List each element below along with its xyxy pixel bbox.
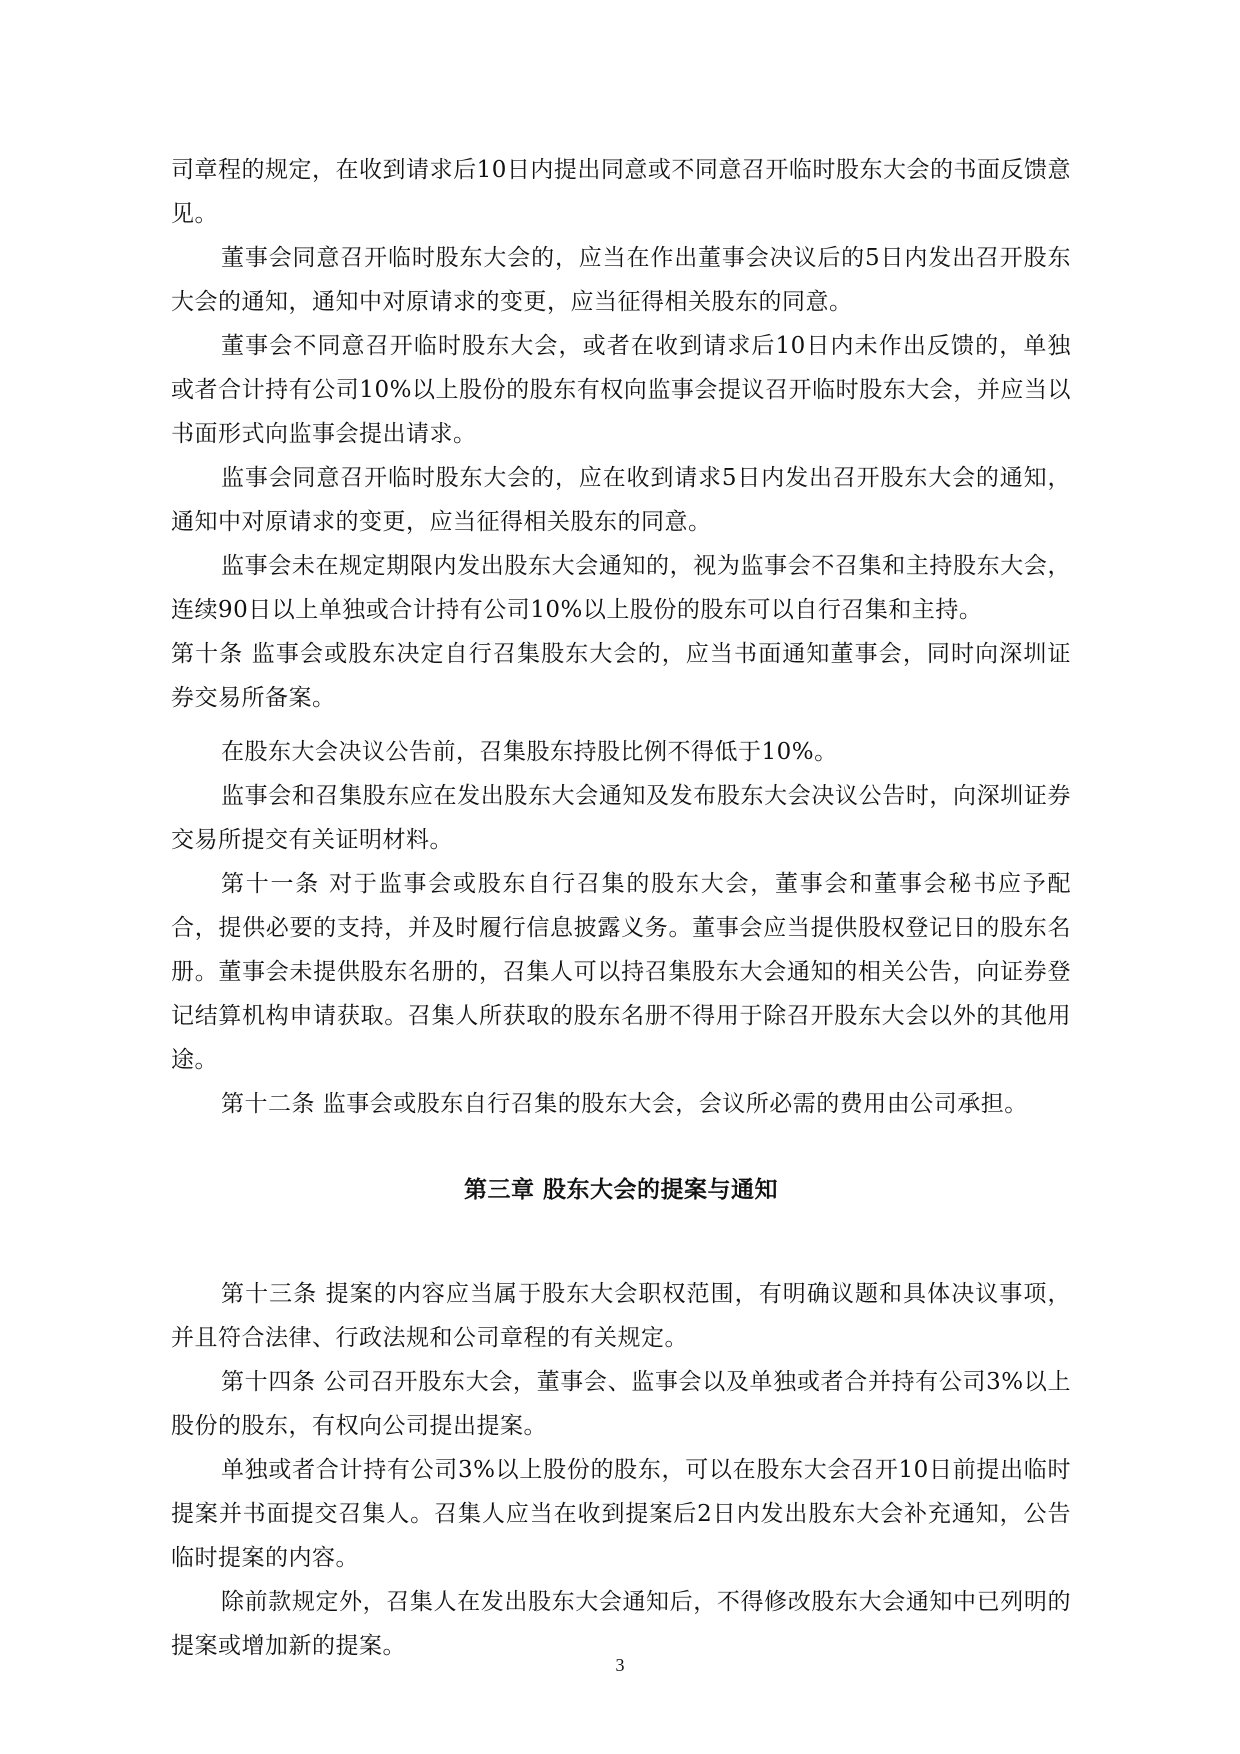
- paragraph-shareholding-ratio: 在股东大会决议公告前，召集股东持股比例不得低于10%。: [221, 739, 838, 765]
- paragraph-no-modification: 除前款规定外，召集人在发出股东大会通知后，不得修改股东大会通知中已列明的提案或增加新的提案。: [171, 1589, 1071, 1659]
- paragraph-supervisory-fails: 监事会未在规定期限内发出股东大会通知的，视为监事会不召集和主持股东大会，连续90日以上单独或合计持有公司10%以上股份的股东可以自行召集和主持。: [171, 553, 1071, 623]
- paragraph-continuation: 司章程的规定，在收到请求后10日内提出同意或不同意召开临时股东大会的书面反馈意见。: [171, 157, 1071, 227]
- paragraph-temporary-proposal: 单独或者合计持有公司3%以上股份的股东，可以在股东大会召开10日前提出临时提案并书面提交召集人。召集人应当在收到提案后2日内发出股东大会补充通知，公告临时提案的内容。: [171, 1457, 1071, 1571]
- paragraph-board-agrees: 董事会同意召开临时股东大会的，应当在作出董事会决议后的5日内发出召开股东大会的通知，通知中对原请求的变更，应当征得相关股东的同意。: [171, 245, 1071, 315]
- paragraph-board-disagrees: 董事会不同意召开临时股东大会，或者在收到请求后10日内未作出反馈的，单独或者合计持有公司10%以上股份的股东有权向监事会提议召开临时股东大会，并应当以书面形式向监事会提出请求。: [171, 333, 1071, 447]
- paragraph-supervisory-agrees: 监事会同意召开临时股东大会的，应在收到请求5日内发出召开股东大会的通知，通知中对原请求的变更，应当征得相关股东的同意。: [171, 465, 1071, 535]
- article-14: 第十四条 公司召开股东大会，董事会、监事会以及单独或者合并持有公司3%以上股份的股东，有权向公司提出提案。: [171, 1369, 1071, 1439]
- article-13: 第十三条 提案的内容应当属于股东大会职权范围，有明确议题和具体决议事项，并且符合法律、行政法规和公司章程的有关规定。: [171, 1281, 1071, 1351]
- article-10: 第十条 监事会或股东决定自行召集股东大会的，应当书面通知董事会，同时向深圳证券交易所备案。: [171, 641, 1071, 711]
- page-number: 3: [615, 1655, 625, 1675]
- document-page: [171, 148, 1071, 1668]
- article-12: 第十二条 监事会或股东自行召集的股东大会，会议所必需的费用由公司承担。: [221, 1091, 1028, 1117]
- article-11: 第十一条 对于监事会或股东自行召集的股东大会，董事会和董事会秘书应予配合，提供必要的支持，并及时履行信息披露义务。董事会应当提供股权登记日的股东名册。董事会未提供股东名册的，召集人可以持召集股东大会通知的相关公告，向证券登记结算机构申请获取。召集人所获取的股东名册不得用于除召开股东大会以外的其他用途。: [171, 871, 1071, 1073]
- paragraph-submit-materials: 监事会和召集股东应在发出股东大会通知及发布股东大会决议公告时，向深圳证券交易所提交有关证明材料。: [171, 783, 1071, 853]
- chapter-title: 第三章 股东大会的提案与通知: [463, 1176, 778, 1203]
